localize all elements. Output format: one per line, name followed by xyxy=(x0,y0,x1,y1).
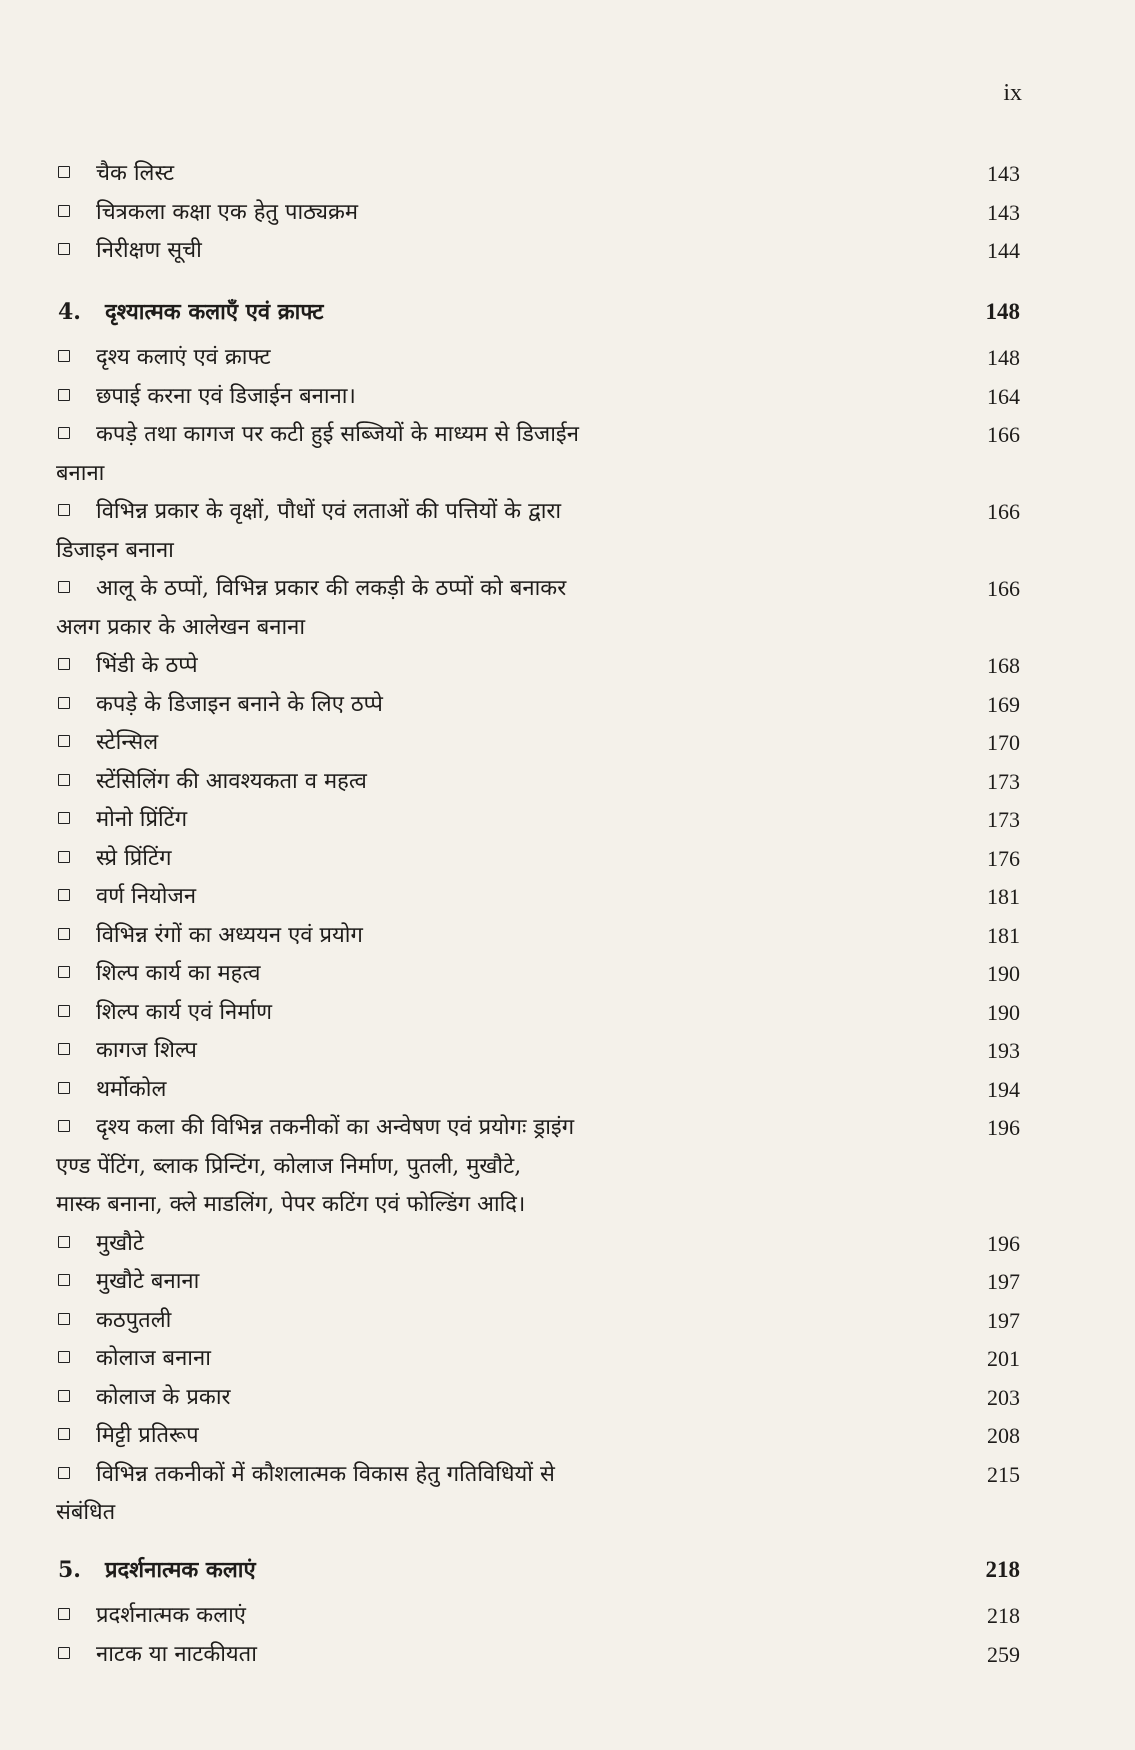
entry-title: निरीक्षण सूची xyxy=(96,238,202,263)
entry-text xyxy=(58,1340,970,1379)
checkbox-bullet-icon xyxy=(58,1082,70,1094)
entry-page-number: 144 xyxy=(987,238,1020,263)
checkbox-bullet-icon xyxy=(58,697,70,709)
toc-entry[interactable] xyxy=(58,1417,1020,1456)
checkbox-bullet-icon xyxy=(58,1467,70,1479)
checkbox-bullet-icon xyxy=(58,1390,70,1402)
entry-text xyxy=(58,994,970,1033)
entry-page-number: 197 xyxy=(987,1269,1020,1294)
entry-title: प्रदर्शनात्मक कलाएं xyxy=(96,1603,246,1628)
page-number: ix xyxy=(1003,80,1022,106)
checkbox-bullet-icon xyxy=(58,205,70,217)
entry-page-number: 143 xyxy=(987,199,1020,225)
toc-entry[interactable] xyxy=(58,339,1020,378)
entry-title-continued: संबंधित xyxy=(56,1500,116,1525)
entry-page-number: 193 xyxy=(987,1038,1020,1063)
toc-entry[interactable] xyxy=(58,1263,1020,1302)
entry-page-number: 259 xyxy=(987,1641,1020,1667)
entry-page-number: 215 xyxy=(987,1461,1020,1487)
checkbox-bullet-icon xyxy=(58,389,70,401)
entry-text xyxy=(58,155,970,194)
entry-title: मुखौटे xyxy=(96,1230,144,1256)
entry-page-number: 203 xyxy=(987,1384,1020,1410)
entry-text xyxy=(58,878,970,917)
entry-title-continued: एण्ड पेंटिंग, ब्लाक प्रिन्टिंग, कोलाज निर्माण, पुतली, मुखौटे, xyxy=(56,1153,522,1179)
entry-title: स्टेन्सिल xyxy=(96,730,159,755)
entry-title: विभिन्न रंगों का अध्ययन एवं प्रयोग xyxy=(96,922,363,948)
entry-title: चैक लिस्ट xyxy=(96,161,175,186)
chapter-number: 4. xyxy=(58,298,81,325)
entry-text xyxy=(58,1417,970,1456)
entry-title: थर्मोकोल xyxy=(96,1076,167,1102)
chapter-title-text: प्रदर्शनात्मक कलाएं xyxy=(104,1556,256,1583)
checkbox-bullet-icon xyxy=(58,812,70,824)
entry-page-number: 169 xyxy=(987,691,1020,717)
entry-title: विभिन्न तकनीकों में कौशलात्मक विकास हेतु गतिविधियों से xyxy=(96,1461,555,1487)
toc-entry[interactable] xyxy=(58,840,1020,879)
checkbox-bullet-icon xyxy=(58,774,70,786)
entry-page-number: 168 xyxy=(987,653,1020,678)
checkbox-bullet-icon xyxy=(58,1313,70,1325)
chapter-title xyxy=(58,1551,970,1590)
entry-page-number: 170 xyxy=(987,730,1020,755)
entry-page-number: 208 xyxy=(987,1423,1020,1448)
checkbox-bullet-icon xyxy=(58,889,70,901)
table-of-contents xyxy=(58,155,1020,1674)
entry-page-number: 148 xyxy=(987,345,1020,370)
entry-page-number: 201 xyxy=(987,1346,1020,1371)
entry-text xyxy=(58,1456,970,1533)
toc-entry[interactable] xyxy=(58,416,1020,493)
toc-entry[interactable] xyxy=(58,1379,1020,1418)
toc-entry[interactable] xyxy=(58,194,1020,233)
checkbox-bullet-icon xyxy=(58,851,70,863)
checkbox-bullet-icon xyxy=(58,1043,70,1055)
toc-entry[interactable] xyxy=(58,994,1020,1033)
entry-text xyxy=(58,1071,970,1110)
section-gap xyxy=(58,271,1020,275)
entry-page-number: 143 xyxy=(987,161,1020,186)
entry-page-number: 176 xyxy=(987,845,1020,871)
entry-page-number: 196 xyxy=(987,1230,1020,1256)
entry-text xyxy=(58,1225,970,1264)
entry-text xyxy=(58,840,970,879)
entry-title: शिल्प कार्य एवं निर्माण xyxy=(96,999,272,1025)
chapter-title xyxy=(58,293,970,332)
entry-title: भिंडी के ठप्पे xyxy=(96,653,198,678)
entry-text xyxy=(58,686,970,725)
toc-entry[interactable] xyxy=(58,1456,1020,1533)
checkbox-bullet-icon xyxy=(58,1351,70,1363)
toc-entry[interactable] xyxy=(58,1302,1020,1341)
entry-page-number: 190 xyxy=(987,999,1020,1025)
checkbox-bullet-icon xyxy=(58,658,70,670)
entry-text xyxy=(58,378,970,417)
entry-title: कपड़े तथा कागज पर कटी हुई सब्जियों के माध्यम से डिजाईन xyxy=(96,422,579,447)
entry-text xyxy=(58,416,970,493)
entry-title: दृश्य कलाएं एवं क्राफ्ट xyxy=(96,345,271,370)
entry-page-number: 196 xyxy=(987,1115,1020,1140)
entry-title-continued: मास्क बनाना, क्ले माडलिंग, पेपर कटिंग एवं फोल्डिंग आदि। xyxy=(56,1192,526,1217)
entry-title: वर्ण नियोजन xyxy=(96,884,197,909)
entry-text xyxy=(58,1597,970,1636)
entry-page-number: 166 xyxy=(987,576,1020,601)
toc-entry[interactable] xyxy=(58,686,1020,725)
entry-page-number: 173 xyxy=(987,807,1020,832)
entry-text xyxy=(58,570,970,647)
toc-entry[interactable] xyxy=(58,378,1020,417)
entry-text xyxy=(58,955,970,994)
entry-text xyxy=(58,917,970,956)
entry-title-continued: बनाना xyxy=(56,460,105,486)
toc-entry[interactable] xyxy=(58,493,1020,570)
entry-text xyxy=(58,194,970,233)
entry-page-number: 173 xyxy=(987,768,1020,794)
chapter-number: 5. xyxy=(58,1556,81,1583)
checkbox-bullet-icon xyxy=(58,1608,70,1620)
chapter-page-number: 218 xyxy=(985,1556,1020,1582)
entry-text xyxy=(58,801,970,840)
toc-entry[interactable] xyxy=(58,1071,1020,1110)
toc-entry[interactable] xyxy=(58,1225,1020,1264)
chapter-page-number: 148 xyxy=(985,298,1020,324)
entry-text xyxy=(58,1032,970,1071)
entry-title: कोलाज बनाना xyxy=(96,1346,211,1371)
checkbox-bullet-icon xyxy=(58,166,70,178)
toc-entry[interactable] xyxy=(58,647,1020,686)
entry-text xyxy=(58,493,970,570)
toc-entry[interactable] xyxy=(58,1340,1020,1379)
toc-entry[interactable] xyxy=(58,570,1020,647)
entry-text xyxy=(58,1109,970,1225)
entry-title: मिट्टी प्रतिरूप xyxy=(96,1423,199,1448)
checkbox-bullet-icon xyxy=(58,928,70,940)
entry-title: कागज शिल्प xyxy=(96,1038,197,1063)
entry-title-continued: अलग प्रकार के आलेखन बनाना xyxy=(56,614,306,640)
entry-title: छपाई करना एवं डिजाईन बनाना। xyxy=(96,383,356,409)
checkbox-bullet-icon xyxy=(58,735,70,747)
checkbox-bullet-icon xyxy=(58,1236,70,1248)
toc-entry[interactable] xyxy=(58,1109,1020,1225)
checkbox-bullet-icon xyxy=(58,1647,70,1659)
entry-title: विभिन्न प्रकार के वृक्षों, पौधों एवं लताओं की पत्तियों के द्वारा xyxy=(96,499,562,524)
entry-title: स्टेंसिलिंग की आवश्यकता व महत्व xyxy=(96,768,367,794)
chapter-heading[interactable] xyxy=(58,1551,1020,1590)
chapter-heading[interactable] xyxy=(58,293,1020,332)
toc-entry[interactable] xyxy=(58,1636,1020,1675)
toc-entry[interactable] xyxy=(58,1597,1020,1636)
entry-title: स्प्रे प्रिंटिंग xyxy=(96,845,172,871)
entry-text xyxy=(58,1302,970,1341)
entry-text xyxy=(58,339,970,378)
entry-text xyxy=(58,647,970,686)
entry-page-number: 190 xyxy=(987,961,1020,986)
entry-title: मुखौटे बनाना xyxy=(96,1269,200,1294)
toc-entry[interactable] xyxy=(58,917,1020,956)
entry-page-number: 181 xyxy=(987,884,1020,909)
entry-page-number: 218 xyxy=(987,1603,1020,1628)
checkbox-bullet-icon xyxy=(58,581,70,593)
entry-title: नाटक या नाटकीयता xyxy=(96,1641,257,1667)
chapter-title-text: दृश्यात्मक कलाएँ एवं क्राफ्ट xyxy=(104,298,324,325)
checkbox-bullet-icon xyxy=(58,1274,70,1286)
entry-text xyxy=(58,1379,970,1418)
checkbox-bullet-icon xyxy=(58,1005,70,1017)
entry-title-continued: डिजाइन बनाना xyxy=(56,537,174,563)
toc-entry[interactable] xyxy=(58,955,1020,994)
entry-page-number: 164 xyxy=(987,383,1020,409)
toc-entry[interactable] xyxy=(58,878,1020,917)
checkbox-bullet-icon xyxy=(58,350,70,362)
entry-title: मोनो प्रिंटिंग xyxy=(96,807,188,832)
checkbox-bullet-icon xyxy=(58,243,70,255)
entry-text xyxy=(58,232,970,271)
toc-entry[interactable] xyxy=(58,1032,1020,1071)
entry-text xyxy=(58,1636,970,1675)
toc-entry[interactable] xyxy=(58,724,1020,763)
entry-page-number: 166 xyxy=(987,499,1020,524)
entry-text xyxy=(58,763,970,802)
checkbox-bullet-icon xyxy=(58,966,70,978)
toc-entry[interactable] xyxy=(58,801,1020,840)
entry-title: आलू के ठप्पों, विभिन्न प्रकार की लकड़ी के ठप्पों को बनाकर xyxy=(96,576,567,601)
checkbox-bullet-icon xyxy=(58,504,70,516)
checkbox-bullet-icon xyxy=(58,427,70,439)
entry-text xyxy=(58,724,970,763)
entry-title: कठपुतली xyxy=(96,1307,172,1333)
entry-title: दृश्य कला की विभिन्न तकनीकों का अन्वेषण एवं प्रयोगः ड्राइंग xyxy=(96,1115,575,1140)
entry-title: शिल्प कार्य का महत्व xyxy=(96,961,261,986)
toc-entry[interactable] xyxy=(58,763,1020,802)
checkbox-bullet-icon xyxy=(58,1428,70,1440)
entry-page-number: 181 xyxy=(987,922,1020,948)
entry-text xyxy=(58,1263,970,1302)
entry-page-number: 166 xyxy=(987,422,1020,447)
entry-title: कोलाज के प्रकार xyxy=(96,1384,231,1410)
entry-page-number: 197 xyxy=(987,1307,1020,1333)
entry-title: चित्रकला कक्षा एक हेतु पाठ्यक्रम xyxy=(96,199,359,225)
entry-title: कपड़े के डिजाइन बनाने के लिए ठप्पे xyxy=(96,691,383,717)
toc-entry[interactable] xyxy=(58,232,1020,271)
entry-page-number: 194 xyxy=(987,1076,1020,1102)
toc-entry[interactable] xyxy=(58,155,1020,194)
checkbox-bullet-icon xyxy=(58,1120,70,1132)
